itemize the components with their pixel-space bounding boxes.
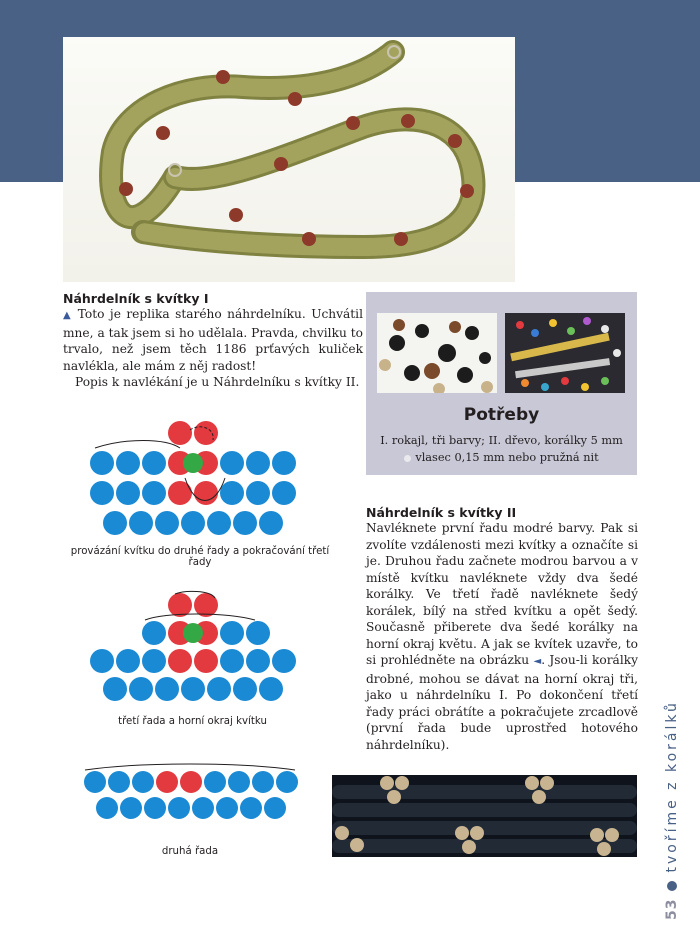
section-1 [63,291,363,391]
triangle-up-icon: ▲ [63,310,73,321]
seed-beads-photo [505,313,625,393]
caption-diagram-2: třetí řada a horní okraj kvítku [118,716,267,727]
bead-diagram-1 [85,418,300,542]
section-2 [366,505,638,753]
wooden-beads-photo [377,313,497,393]
supplies-line-2: vlasec 0,15 mm nebo pružná nit [366,449,637,466]
caption-diagram-3: druhá řada [161,846,219,857]
section-1-title: Náhrdelník s kvítky I [63,291,209,306]
caption-diagram-1: provázání kvítku do druhé řady a pokračování třetí řady [70,546,330,568]
sidebar-label: 53tvoříme z korálků [664,700,680,920]
dot-icon [667,881,677,891]
supplies-box [366,292,637,475]
bracelet-photo [332,775,637,857]
sidebar-vertical [650,560,690,920]
supplies-line-1: I. rokajl, tři barvy; II. dřevo, korálky 5 mm [380,434,623,447]
page-number: 53 [664,898,680,920]
supplies-list [366,432,637,466]
necklace-photo [63,37,515,282]
bead-diagram-2 [85,590,300,714]
triangle-left-icon: ◄ [533,656,542,667]
bullet-icon [404,455,411,462]
section-2-paragraph: Navléknete první řadu modré barvy. Pak si zvolíte vzdálenosti mezi kvítky a označíte si je. Druhou řadu začnete modrou barvou a v místě kvítku navléknete vždy dva šedé korálky. Ve třetí řadě navléknete šedý korálek, bílý na střed kvítku a opět šedý. Současně přiberete dva šedé korálky na horní okraj květu. A jak se kvítek uzavře, to si prohlédněte na obrázku ◄. Jsou-li korálky drobné, mohou se dávat na horní okraj tři, jako u náhrdelníku I. Po dokončení třetí řady práci obrátíte a pokračujete zrcadlově (první řada bude uprostřed hotového náhrdelníku). [366,521,638,752]
section-1-paragraph-2: Popis k navlékání je u Náhrdelníku s kvítky II. [75,375,360,389]
section-1-paragraph: ▲ Toto je replika starého náhrdelníku. Uchvátil mne, a tak jsem si ho udělala. Pravda, chvilku to trvalo, než jsem těch 1186 prťavých kuliček navlékla, ale mám z něj radost! [63,307,363,373]
section-2-title: Náhrdelník s kvítky II [366,505,517,520]
bead-diagram-3 [80,762,300,836]
supplies-title: Potřeby [463,405,540,425]
